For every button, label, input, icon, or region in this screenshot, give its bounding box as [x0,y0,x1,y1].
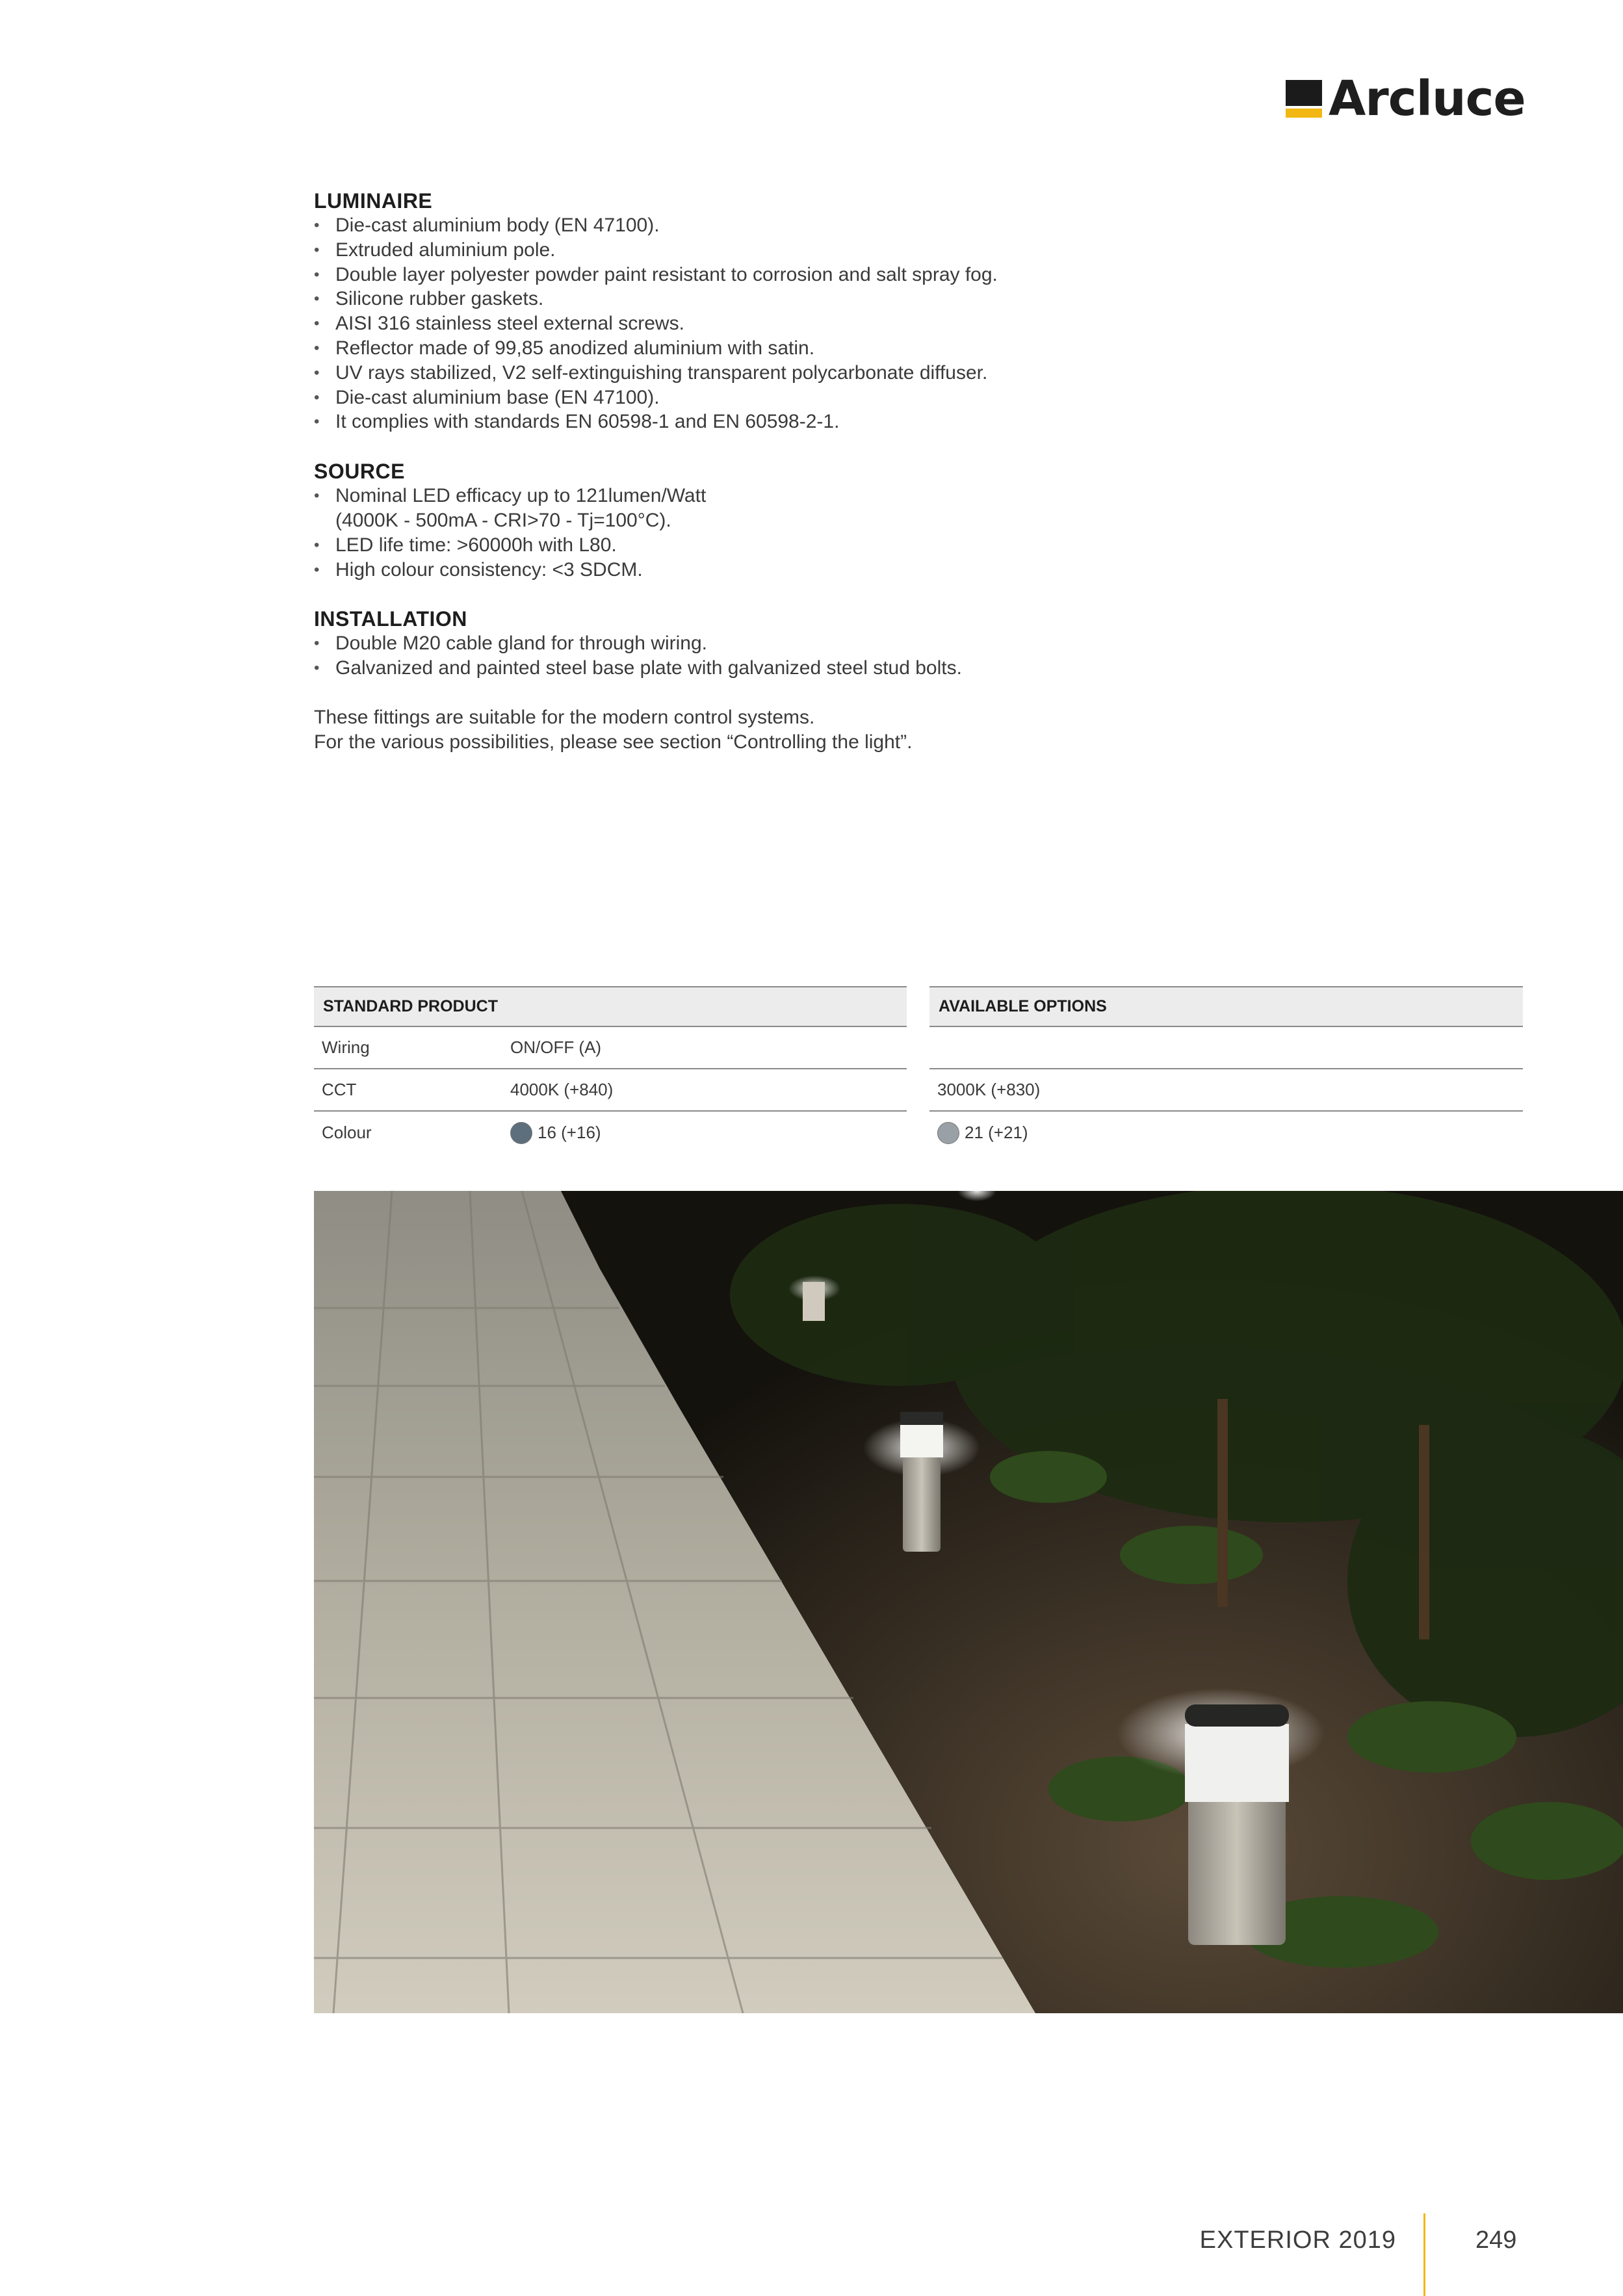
brand-logo [1286,73,1526,125]
section-title: SOURCE [314,460,405,484]
table-row: CCT 4000K (+840) [314,1069,907,1112]
garden-path-illustration [314,1191,1623,2013]
table-row: 3000K (+830) [929,1069,1523,1112]
available-options-table [929,986,1523,1154]
section-installation [314,607,1224,681]
list-item: • AISI 316 stainless steel external screws. [314,311,1224,336]
table-row [929,1027,1523,1069]
table-row: Colour 16 (+16) [314,1112,907,1154]
list-item: • Nominal LED efficacy up to 121lumen/Watt (4000K - 500mA - CRI>70 - Tj=100°C). [314,484,1224,533]
list-item: • LED life time: >60000h with L80. [314,533,1224,558]
list-item-continuation: (4000K - 500mA - CRI>70 - Tj=100°C). [335,509,671,531]
list-item: • Die-cast aluminium body (EN 47100). [314,213,1224,238]
list-item: • Double M20 cable gland for through wiring. [314,631,1224,656]
section-luminaire [314,189,1224,434]
control-note: These fittings are suitable for the modern control systems. For the various possibilities, please see section “Controlling the light”. [314,706,913,753]
section-source [314,459,1224,582]
section-title: LUMINAIRE [314,189,433,213]
footer-divider [1423,2213,1425,2296]
list-item: • Double layer polyester powder paint resistant to corrosion and salt spray fog. [314,263,1224,287]
list-item: • Extruded aluminium pole. [314,238,1224,263]
table-row: Wiring ON/OFF (A) [314,1027,907,1069]
page-number: 249 [1475,2226,1517,2254]
list-item: • It complies with standards EN 60598-1 and EN 60598-2-1. [314,410,1224,434]
table-header: AVAILABLE OPTIONS [929,986,1523,1027]
colour-swatch [510,1122,532,1144]
table-row: 21 (+21) [929,1112,1523,1154]
list-item: • Silicone rubber gaskets. [314,287,1224,311]
logo-mark-icon [1286,80,1322,118]
list-item: • UV rays stabilized, V2 self-extinguishing transparent polycarbonate diffuser. [314,361,1224,385]
product-photo [314,1191,1623,2013]
section-title: INSTALLATION [314,607,467,631]
list-item: • Die-cast aluminium base (EN 47100). [314,385,1224,410]
colour-swatch [937,1122,959,1144]
page-footer [0,2213,1623,2296]
list-item: • High colour consistency: <3 SDCM. [314,558,1224,582]
specifications [314,189,1224,755]
brand-name: Arcluce [1329,71,1526,127]
list-item: • Reflector made of 99,85 anodized aluminium with satin. [314,336,1224,361]
table-header: STANDARD PRODUCT [314,986,907,1027]
list-item: • Galvanized and painted steel base plate with galvanized steel stud bolts. [314,656,1224,681]
catalogue-series: EXTERIOR 2019 [1199,2226,1396,2254]
standard-product-table [314,986,907,1154]
